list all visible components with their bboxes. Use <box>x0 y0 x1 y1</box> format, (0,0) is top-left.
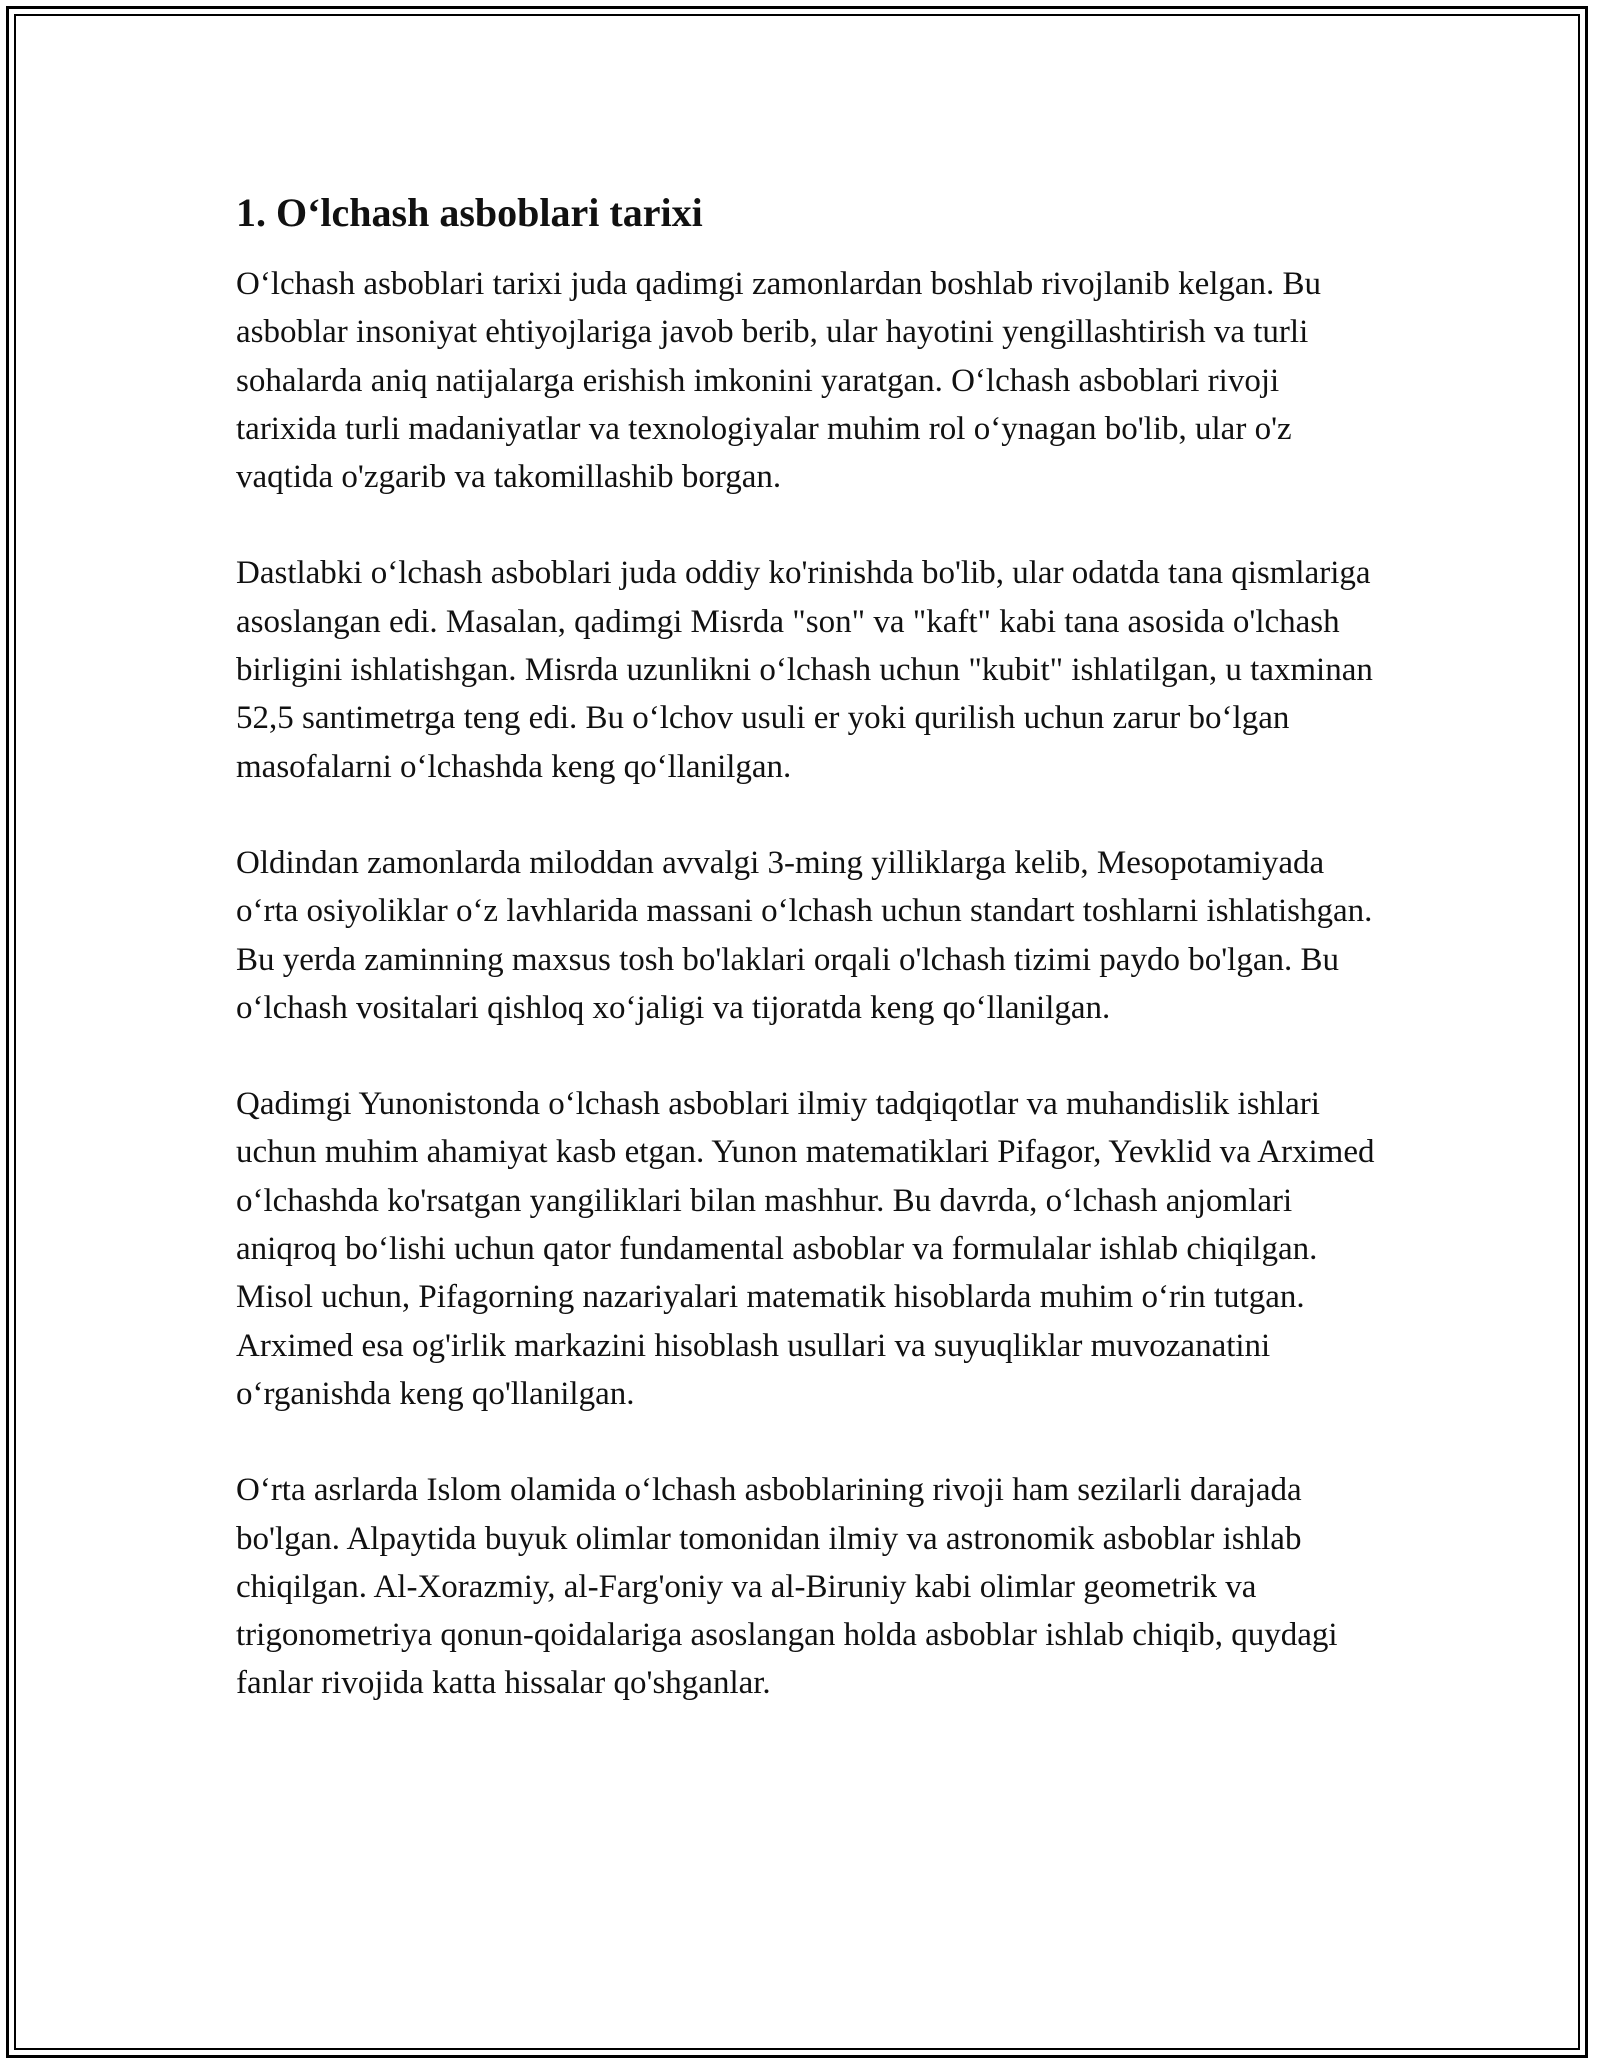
paragraph-1: O‘lchash asboblari tarixi juda qadimgi zamonlardan boshlab rivojlanib kelgan. Bu asboblar insoniyat ehtiyojlariga javob berib, ular hayotini yengillashtirish va turli sohalarda aniq natijalarga erishish imkonini yaratgan. O‘lchash asboblari rivoji tarixida turli madaniyatlar va texnologiyalar muhim rol o‘ynagan bo'lib, ular o'z vaqtida o'zgarib va takomillashib borgan. <box>236 266 1322 496</box>
paragraph-4: Qadimgi Yunonistonda o‘lchash asboblari ilmiy tadqiqotlar va muhandislik ishlari uchun muhim ahamiyat kasb etgan. Yunon matematiklari Pifagor, Yevklid va Arximed o‘lchashda ko'rsatgan yangiliklari bilan mashhur. Bu davrda, o‘lchash anjomlari aniqroq bo‘lishi uchun qator fundamental asboblar va formulalar ishlab chiqilgan. Misol uchun, Pifagorning nazariyalari matematik hisoblarda muhim o‘rin tutgan. Arximed esa og'irlik markazini hisoblash usullari va suyuqliklar muvozanatini o‘rganishda keng qo'llanilgan. <box>236 1086 1375 1412</box>
paragraph-3: Oldindan zamonlarda miloddan avvalgi 3-ming yilliklarga kelib, Mesopotamiyada o‘rta osiyoliklar o‘z lavhlarida massani o‘lchash uchun standart toshlarni ishlatishgan. Bu yerda zaminning maxsus tosh bo'laklari orqali o'lchash tizimi paydo bo'lgan. Bu o‘lchash vositalari qishloq xo‘jaligi va tijoratda keng qo‘llanilgan. <box>236 844 1373 1026</box>
paragraph-5: O‘rta asrlarda Islom olamida o‘lchash asboblarining rivoji ham sezilarli darajada bo'lgan. Alpaytida buyuk olimlar tomonidan ilmiy va astronomik asboblar ishlab chiqilgan. Al-Xorazmiy, al-Farg'oniy va al-Biruniy kabi olimlar geometrik va trigonometriya qonun-qoidalariga asoslangan holda asboblar ishlab chiqib, quydagi fanlar rivojida katta hissalar qo'shganlar. <box>236 1472 1338 1702</box>
paragraph-2: Dastlabki o‘lchash asboblari juda oddiy ko'rinishda bo'lib, ular odatda tana qismlariga asoslangan edi. Masalan, qadimgi Misrda "son" va "kaft" kabi tana asosida o'lchash birligini ishlatishgan. Misrda uzunlikni o‘lchash uchun "kubit" ishlatilgan, u taxminan 52,5 santimetrga teng edi. Bu o‘lchov usuli er yoki qurilish uchun zarur bo‘lgan masofalarni o‘lchashda keng qo‘llanilgan. <box>236 555 1373 785</box>
document-body <box>236 188 1376 1756</box>
section-heading: 1. O‘lchash asboblari tarixi <box>236 190 703 235</box>
